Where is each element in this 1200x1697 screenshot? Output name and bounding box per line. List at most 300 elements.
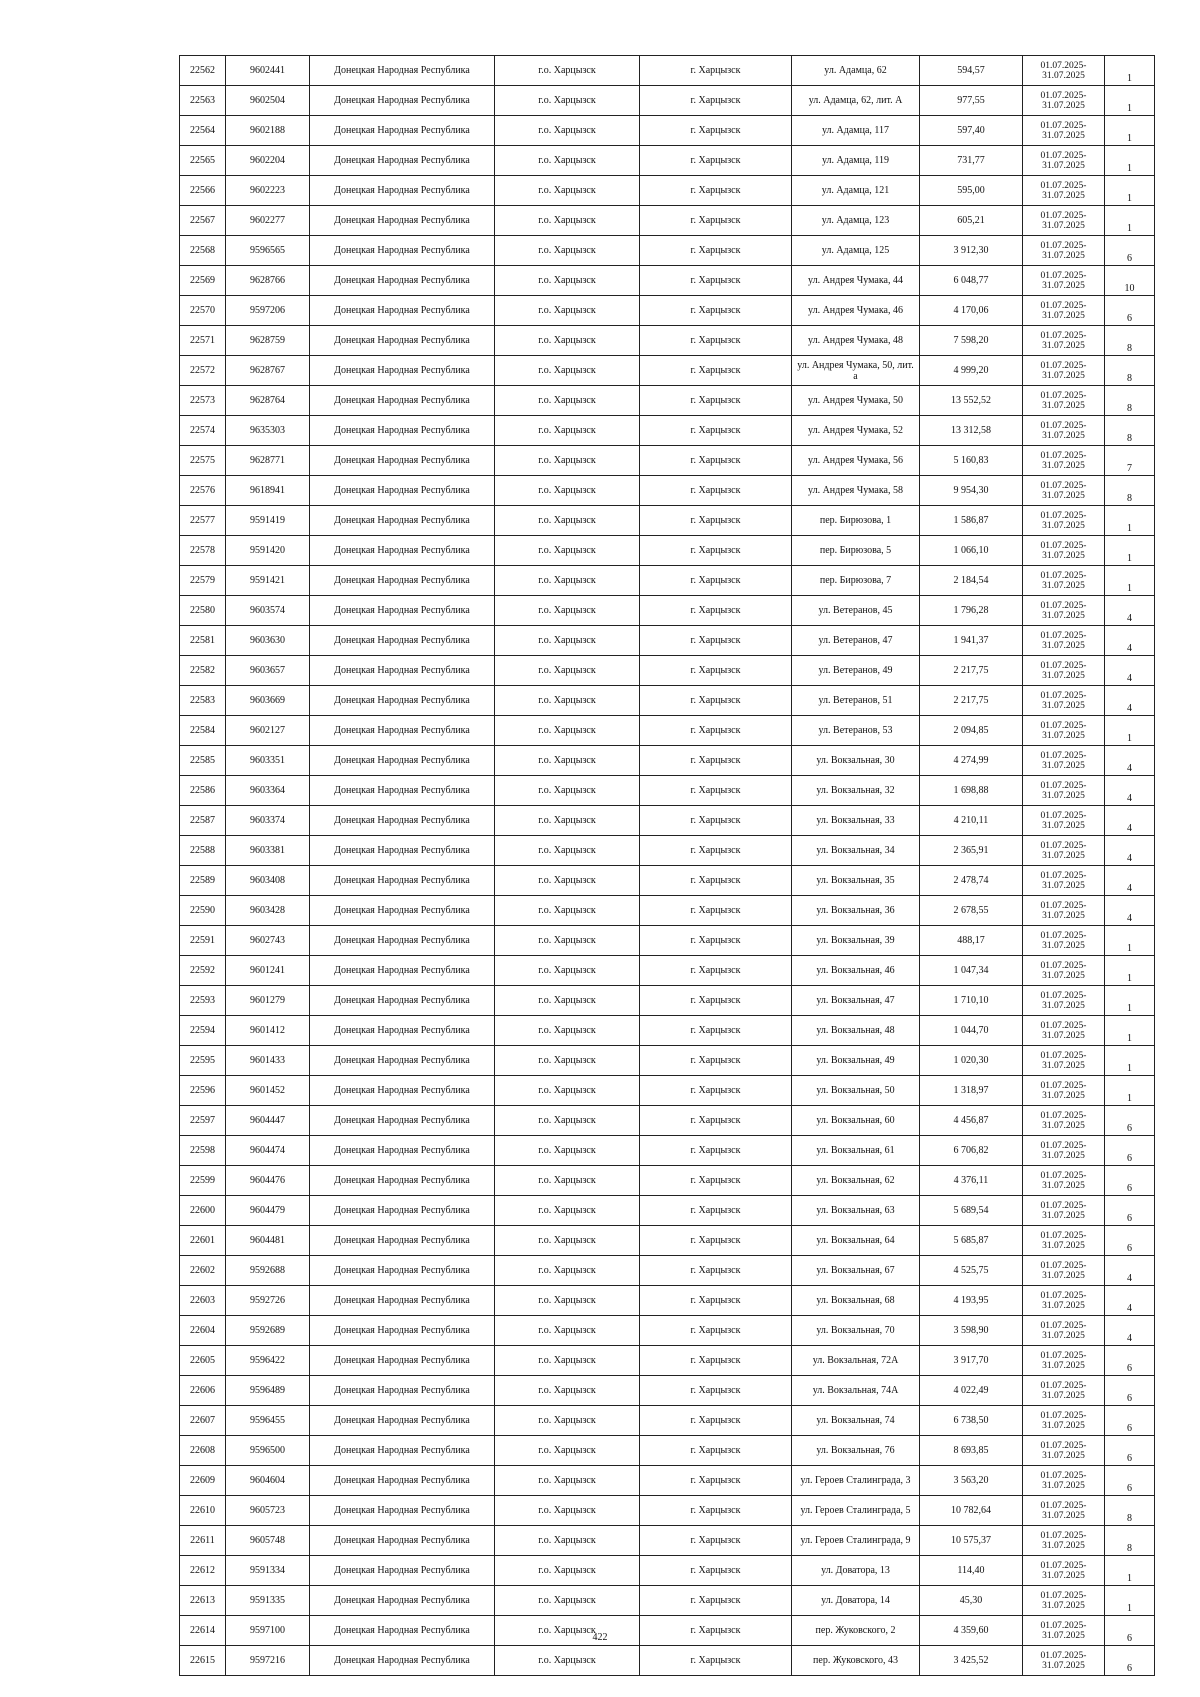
cell-area-value: 6 738,50: [920, 1406, 1023, 1436]
cell-row-number: 22606: [180, 1376, 226, 1406]
cell-row-number: 22590: [180, 896, 226, 926]
cell-district: г.о. Харцызск: [495, 1376, 640, 1406]
page-number: 422: [592, 1632, 608, 1643]
cell-period: 01.07.2025-31.07.2025: [1023, 1616, 1105, 1646]
cell-city: г. Харцызск: [640, 1286, 792, 1316]
cell-region: Донецкая Народная Республика: [310, 1376, 495, 1406]
cell-city: г. Харцызск: [640, 1376, 792, 1406]
cell-area-value: 2 478,74: [920, 866, 1023, 896]
cell-count: 4: [1105, 1256, 1155, 1286]
cell-count: 6: [1105, 1616, 1155, 1646]
cell-district: г.о. Харцызск: [495, 1436, 640, 1466]
cell-address: ул. Ветеранов, 47: [792, 626, 920, 656]
cell-region: Донецкая Народная Республика: [310, 1286, 495, 1316]
cell-address: пер. Бирюзова, 5: [792, 536, 920, 566]
cell-city: г. Харцызск: [640, 566, 792, 596]
cell-row-number: 22589: [180, 866, 226, 896]
cell-district: г.о. Харцызск: [495, 296, 640, 326]
cell-period: 01.07.2025-31.07.2025: [1023, 536, 1105, 566]
table-row: [180, 176, 1155, 206]
table-row: [180, 836, 1155, 866]
cell-row-number: 22564: [180, 116, 226, 146]
cell-row-number: 22608: [180, 1436, 226, 1466]
cell-region: Донецкая Народная Республика: [310, 926, 495, 956]
table-row: [180, 506, 1155, 536]
cell-district: г.о. Харцызск: [495, 1226, 640, 1256]
cell-count: 1: [1105, 716, 1155, 746]
cell-district: г.о. Харцызск: [495, 866, 640, 896]
table-row: [180, 326, 1155, 356]
table-row: [180, 956, 1155, 986]
cell-account-id: 9591335: [226, 1586, 310, 1616]
cell-region: Донецкая Народная Республика: [310, 836, 495, 866]
cell-count: 1: [1105, 1586, 1155, 1616]
cell-row-number: 22609: [180, 1466, 226, 1496]
cell-city: г. Харцызск: [640, 206, 792, 236]
cell-city: г. Харцызск: [640, 1616, 792, 1646]
cell-count: 1: [1105, 986, 1155, 1016]
cell-region: Донецкая Народная Республика: [310, 686, 495, 716]
cell-account-id: 9602223: [226, 176, 310, 206]
cell-row-number: 22582: [180, 656, 226, 686]
cell-account-id: 9591334: [226, 1556, 310, 1586]
cell-district: г.о. Харцызск: [495, 1286, 640, 1316]
cell-area-value: 6 706,82: [920, 1136, 1023, 1166]
cell-account-id: 9628766: [226, 266, 310, 296]
cell-address: ул. Вокзальная, 49: [792, 1046, 920, 1076]
cell-count: 4: [1105, 656, 1155, 686]
cell-row-number: 22600: [180, 1196, 226, 1226]
cell-count: 1: [1105, 116, 1155, 146]
cell-address: пер. Бирюзова, 7: [792, 566, 920, 596]
cell-account-id: 9602188: [226, 116, 310, 146]
cell-account-id: 9596489: [226, 1376, 310, 1406]
cell-city: г. Харцызск: [640, 476, 792, 506]
cell-account-id: 9628759: [226, 326, 310, 356]
cell-row-number: 22591: [180, 926, 226, 956]
cell-account-id: 9597206: [226, 296, 310, 326]
cell-address: ул. Андрея Чумака, 48: [792, 326, 920, 356]
cell-region: Донецкая Народная Республика: [310, 626, 495, 656]
registry-table: [179, 55, 1155, 1676]
cell-area-value: 5 685,87: [920, 1226, 1023, 1256]
cell-district: г.о. Харцызск: [495, 1076, 640, 1106]
cell-region: Донецкая Народная Республика: [310, 1406, 495, 1436]
cell-city: г. Харцызск: [640, 1556, 792, 1586]
table-row: [180, 146, 1155, 176]
cell-row-number: 22603: [180, 1286, 226, 1316]
cell-address: ул. Вокзальная, 74А: [792, 1376, 920, 1406]
cell-account-id: 9604604: [226, 1466, 310, 1496]
cell-period: 01.07.2025-31.07.2025: [1023, 716, 1105, 746]
table-row: [180, 56, 1155, 86]
cell-city: г. Харцызск: [640, 836, 792, 866]
cell-account-id: 9596500: [226, 1436, 310, 1466]
cell-period: 01.07.2025-31.07.2025: [1023, 776, 1105, 806]
cell-count: 4: [1105, 1286, 1155, 1316]
cell-account-id: 9603657: [226, 656, 310, 686]
cell-district: г.о. Харцызск: [495, 806, 640, 836]
cell-district: г.о. Харцызск: [495, 746, 640, 776]
cell-region: Донецкая Народная Республика: [310, 776, 495, 806]
table-row: [180, 236, 1155, 266]
cell-area-value: 1 586,87: [920, 506, 1023, 536]
cell-region: Донецкая Народная Республика: [310, 536, 495, 566]
cell-period: 01.07.2025-31.07.2025: [1023, 1046, 1105, 1076]
cell-city: г. Харцызск: [640, 596, 792, 626]
cell-district: г.о. Харцызск: [495, 176, 640, 206]
cell-account-id: 9603428: [226, 896, 310, 926]
cell-region: Донецкая Народная Республика: [310, 1436, 495, 1466]
cell-count: 4: [1105, 866, 1155, 896]
cell-account-id: 9602127: [226, 716, 310, 746]
cell-region: Донецкая Народная Республика: [310, 986, 495, 1016]
table-row: [180, 986, 1155, 1016]
cell-region: Донецкая Народная Республика: [310, 416, 495, 446]
cell-period: 01.07.2025-31.07.2025: [1023, 236, 1105, 266]
cell-row-number: 22594: [180, 1016, 226, 1046]
cell-city: г. Харцызск: [640, 626, 792, 656]
cell-period: 01.07.2025-31.07.2025: [1023, 416, 1105, 446]
cell-account-id: 9604481: [226, 1226, 310, 1256]
cell-city: г. Харцызск: [640, 1016, 792, 1046]
cell-address: ул. Ветеранов, 45: [792, 596, 920, 626]
cell-address: ул. Андрея Чумака, 56: [792, 446, 920, 476]
cell-period: 01.07.2025-31.07.2025: [1023, 1316, 1105, 1346]
cell-row-number: 22568: [180, 236, 226, 266]
table-row: [180, 1166, 1155, 1196]
cell-address: ул. Доватора, 14: [792, 1586, 920, 1616]
table-row: [180, 446, 1155, 476]
cell-account-id: 9603574: [226, 596, 310, 626]
cell-area-value: 1 044,70: [920, 1016, 1023, 1046]
cell-period: 01.07.2025-31.07.2025: [1023, 1376, 1105, 1406]
cell-period: 01.07.2025-31.07.2025: [1023, 1226, 1105, 1256]
cell-account-id: 9603630: [226, 626, 310, 656]
cell-city: г. Харцызск: [640, 236, 792, 266]
cell-count: 1: [1105, 566, 1155, 596]
cell-area-value: 2 217,75: [920, 686, 1023, 716]
table-row: [180, 1136, 1155, 1166]
table-row: [180, 1586, 1155, 1616]
cell-region: Донецкая Народная Республика: [310, 716, 495, 746]
cell-row-number: 22604: [180, 1316, 226, 1346]
cell-row-number: 22610: [180, 1496, 226, 1526]
cell-area-value: 4 359,60: [920, 1616, 1023, 1646]
cell-district: г.о. Харцызск: [495, 356, 640, 386]
cell-city: г. Харцызск: [640, 686, 792, 716]
cell-count: 4: [1105, 1316, 1155, 1346]
cell-region: Донецкая Народная Республика: [310, 566, 495, 596]
cell-address: ул. Вокзальная, 48: [792, 1016, 920, 1046]
cell-region: Донецкая Народная Республика: [310, 1076, 495, 1106]
cell-account-id: 9628771: [226, 446, 310, 476]
cell-row-number: 22565: [180, 146, 226, 176]
cell-period: 01.07.2025-31.07.2025: [1023, 1106, 1105, 1136]
cell-account-id: 9601452: [226, 1076, 310, 1106]
cell-region: Донецкая Народная Республика: [310, 506, 495, 536]
cell-account-id: 9602504: [226, 86, 310, 116]
cell-city: г. Харцызск: [640, 1226, 792, 1256]
cell-count: 1: [1105, 86, 1155, 116]
cell-period: 01.07.2025-31.07.2025: [1023, 626, 1105, 656]
cell-address: ул. Адамца, 119: [792, 146, 920, 176]
cell-district: г.о. Харцызск: [495, 206, 640, 236]
table-row: [180, 536, 1155, 566]
cell-district: г.о. Харцызск: [495, 1136, 640, 1166]
cell-account-id: 9603364: [226, 776, 310, 806]
cell-row-number: 22588: [180, 836, 226, 866]
cell-district: г.о. Харцызск: [495, 266, 640, 296]
cell-count: 10: [1105, 266, 1155, 296]
cell-district: г.о. Харцызск: [495, 1256, 640, 1286]
cell-area-value: 4 999,20: [920, 356, 1023, 386]
cell-city: г. Харцызск: [640, 926, 792, 956]
cell-address: ул. Вокзальная, 35: [792, 866, 920, 896]
cell-period: 01.07.2025-31.07.2025: [1023, 1586, 1105, 1616]
cell-count: 1: [1105, 1556, 1155, 1586]
cell-address: ул. Вокзальная, 68: [792, 1286, 920, 1316]
cell-row-number: 22586: [180, 776, 226, 806]
cell-period: 01.07.2025-31.07.2025: [1023, 866, 1105, 896]
cell-region: Донецкая Народная Республика: [310, 656, 495, 686]
cell-period: 01.07.2025-31.07.2025: [1023, 596, 1105, 626]
cell-row-number: 22615: [180, 1646, 226, 1676]
cell-region: Донецкая Народная Республика: [310, 1256, 495, 1286]
table-body: [180, 56, 1155, 1676]
cell-account-id: 9602277: [226, 206, 310, 236]
cell-period: 01.07.2025-31.07.2025: [1023, 1016, 1105, 1046]
cell-area-value: 605,21: [920, 206, 1023, 236]
cell-district: г.о. Харцызск: [495, 1166, 640, 1196]
cell-count: 8: [1105, 356, 1155, 386]
cell-count: 4: [1105, 776, 1155, 806]
cell-account-id: 9604474: [226, 1136, 310, 1166]
cell-period: 01.07.2025-31.07.2025: [1023, 386, 1105, 416]
cell-account-id: 9601433: [226, 1046, 310, 1076]
cell-address: ул. Вокзальная, 36: [792, 896, 920, 926]
table-row: [180, 776, 1155, 806]
cell-address: ул. Адамца, 62, лит. А: [792, 86, 920, 116]
cell-city: г. Харцызск: [640, 1436, 792, 1466]
cell-address: ул. Адамца, 117: [792, 116, 920, 146]
cell-address: ул. Адамца, 123: [792, 206, 920, 236]
cell-row-number: 22587: [180, 806, 226, 836]
cell-district: г.о. Харцызск: [495, 1616, 640, 1646]
cell-row-number: 22584: [180, 716, 226, 746]
cell-region: Донецкая Народная Республика: [310, 1346, 495, 1376]
cell-count: 4: [1105, 836, 1155, 866]
cell-district: г.о. Харцызск: [495, 1346, 640, 1376]
cell-row-number: 22572: [180, 356, 226, 386]
cell-account-id: 9602204: [226, 146, 310, 176]
cell-district: г.о. Харцызск: [495, 86, 640, 116]
cell-count: 6: [1105, 1136, 1155, 1166]
cell-district: г.о. Харцызск: [495, 1316, 640, 1346]
cell-period: 01.07.2025-31.07.2025: [1023, 1076, 1105, 1106]
cell-region: Донецкая Народная Республика: [310, 1016, 495, 1046]
cell-count: 1: [1105, 1016, 1155, 1046]
cell-period: 01.07.2025-31.07.2025: [1023, 1646, 1105, 1676]
cell-account-id: 9635303: [226, 416, 310, 446]
cell-city: г. Харцызск: [640, 1316, 792, 1346]
cell-area-value: 13 312,58: [920, 416, 1023, 446]
cell-row-number: 22585: [180, 746, 226, 776]
cell-account-id: 9591421: [226, 566, 310, 596]
cell-row-number: 22566: [180, 176, 226, 206]
cell-address: ул. Адамца, 121: [792, 176, 920, 206]
cell-count: 8: [1105, 1496, 1155, 1526]
cell-area-value: 2 217,75: [920, 656, 1023, 686]
cell-count: 8: [1105, 386, 1155, 416]
cell-count: 6: [1105, 1106, 1155, 1136]
cell-district: г.о. Харцызск: [495, 1406, 640, 1436]
cell-period: 01.07.2025-31.07.2025: [1023, 1436, 1105, 1466]
cell-address: ул. Адамца, 62: [792, 56, 920, 86]
cell-city: г. Харцызск: [640, 146, 792, 176]
cell-account-id: 9618941: [226, 476, 310, 506]
cell-row-number: 22612: [180, 1556, 226, 1586]
cell-account-id: 9601279: [226, 986, 310, 1016]
cell-period: 01.07.2025-31.07.2025: [1023, 986, 1105, 1016]
cell-address: ул. Вокзальная, 70: [792, 1316, 920, 1346]
cell-count: 4: [1105, 806, 1155, 836]
cell-area-value: 4 193,95: [920, 1286, 1023, 1316]
cell-account-id: 9596565: [226, 236, 310, 266]
table-row: [180, 896, 1155, 926]
cell-account-id: 9591420: [226, 536, 310, 566]
cell-area-value: 3 598,90: [920, 1316, 1023, 1346]
cell-district: г.о. Харцызск: [495, 1526, 640, 1556]
cell-row-number: 22567: [180, 206, 226, 236]
cell-period: 01.07.2025-31.07.2025: [1023, 1256, 1105, 1286]
cell-account-id: 9592688: [226, 1256, 310, 1286]
table-row: [180, 386, 1155, 416]
cell-city: г. Харцызск: [640, 896, 792, 926]
cell-row-number: 22592: [180, 956, 226, 986]
cell-account-id: 9603381: [226, 836, 310, 866]
cell-region: Донецкая Народная Республика: [310, 116, 495, 146]
cell-address: ул. Вокзальная, 39: [792, 926, 920, 956]
cell-count: 6: [1105, 1406, 1155, 1436]
cell-city: г. Харцызск: [640, 716, 792, 746]
cell-count: 1: [1105, 206, 1155, 236]
cell-address: ул. Вокзальная, 61: [792, 1136, 920, 1166]
table-row: [180, 716, 1155, 746]
cell-region: Донецкая Народная Республика: [310, 866, 495, 896]
cell-region: Донецкая Народная Республика: [310, 1616, 495, 1646]
cell-region: Донецкая Народная Республика: [310, 1136, 495, 1166]
table-row: [180, 206, 1155, 236]
cell-city: г. Харцызск: [640, 86, 792, 116]
cell-area-value: 45,30: [920, 1586, 1023, 1616]
cell-city: г. Харцызск: [640, 536, 792, 566]
cell-area-value: 3 563,20: [920, 1466, 1023, 1496]
cell-district: г.о. Харцызск: [495, 716, 640, 746]
cell-area-value: 1 710,10: [920, 986, 1023, 1016]
table-row: [180, 1556, 1155, 1586]
cell-count: 1: [1105, 506, 1155, 536]
table-row: [180, 1526, 1155, 1556]
cell-count: 6: [1105, 1226, 1155, 1256]
cell-address: ул. Доватора, 13: [792, 1556, 920, 1586]
cell-account-id: 9601241: [226, 956, 310, 986]
cell-district: г.о. Харцызск: [495, 926, 640, 956]
cell-period: 01.07.2025-31.07.2025: [1023, 1196, 1105, 1226]
cell-period: 01.07.2025-31.07.2025: [1023, 746, 1105, 776]
cell-period: 01.07.2025-31.07.2025: [1023, 1556, 1105, 1586]
table-row: [180, 1226, 1155, 1256]
cell-period: 01.07.2025-31.07.2025: [1023, 506, 1105, 536]
cell-count: 8: [1105, 326, 1155, 356]
cell-row-number: 22598: [180, 1136, 226, 1166]
cell-city: г. Харцызск: [640, 266, 792, 296]
cell-district: г.о. Харцызск: [495, 986, 640, 1016]
cell-area-value: 1 066,10: [920, 536, 1023, 566]
cell-region: Донецкая Народная Республика: [310, 1226, 495, 1256]
cell-district: г.о. Харцызск: [495, 476, 640, 506]
cell-account-id: 9603351: [226, 746, 310, 776]
cell-region: Донецкая Народная Республика: [310, 326, 495, 356]
cell-region: Донецкая Народная Республика: [310, 806, 495, 836]
cell-period: 01.07.2025-31.07.2025: [1023, 146, 1105, 176]
cell-row-number: 22580: [180, 596, 226, 626]
cell-city: г. Харцызск: [640, 956, 792, 986]
cell-city: г. Харцызск: [640, 1466, 792, 1496]
cell-account-id: 9591419: [226, 506, 310, 536]
cell-area-value: 5 689,54: [920, 1196, 1023, 1226]
table-row: [180, 686, 1155, 716]
cell-district: г.о. Харцызск: [495, 386, 640, 416]
cell-period: 01.07.2025-31.07.2025: [1023, 1406, 1105, 1436]
cell-account-id: 9604476: [226, 1166, 310, 1196]
table-row: [180, 416, 1155, 446]
cell-account-id: 9592726: [226, 1286, 310, 1316]
cell-area-value: 1 020,30: [920, 1046, 1023, 1076]
cell-area-value: 114,40: [920, 1556, 1023, 1586]
cell-area-value: 2 094,85: [920, 716, 1023, 746]
cell-region: Донецкая Народная Республика: [310, 56, 495, 86]
cell-count: 4: [1105, 896, 1155, 926]
cell-area-value: 1 047,34: [920, 956, 1023, 986]
cell-row-number: 22595: [180, 1046, 226, 1076]
cell-area-value: 1 698,88: [920, 776, 1023, 806]
cell-row-number: 22574: [180, 416, 226, 446]
table-row: [180, 1346, 1155, 1376]
cell-district: г.о. Харцызск: [495, 1196, 640, 1226]
cell-address: ул. Адамца, 125: [792, 236, 920, 266]
table-row: [180, 656, 1155, 686]
cell-area-value: 4 376,11: [920, 1166, 1023, 1196]
cell-row-number: 22605: [180, 1346, 226, 1376]
cell-district: г.о. Харцызск: [495, 596, 640, 626]
cell-period: 01.07.2025-31.07.2025: [1023, 566, 1105, 596]
cell-city: г. Харцызск: [640, 1586, 792, 1616]
cell-address: ул. Вокзальная, 63: [792, 1196, 920, 1226]
table-row: [180, 1076, 1155, 1106]
cell-count: 1: [1105, 1076, 1155, 1106]
cell-address: ул. Вокзальная, 74: [792, 1406, 920, 1436]
cell-region: Донецкая Народная Республика: [310, 206, 495, 236]
cell-row-number: 22569: [180, 266, 226, 296]
cell-count: 4: [1105, 626, 1155, 656]
cell-district: г.о. Харцызск: [495, 116, 640, 146]
cell-address: ул. Вокзальная, 50: [792, 1076, 920, 1106]
cell-area-value: 4 525,75: [920, 1256, 1023, 1286]
cell-city: г. Харцызск: [640, 1346, 792, 1376]
cell-period: 01.07.2025-31.07.2025: [1023, 836, 1105, 866]
cell-area-value: 13 552,52: [920, 386, 1023, 416]
